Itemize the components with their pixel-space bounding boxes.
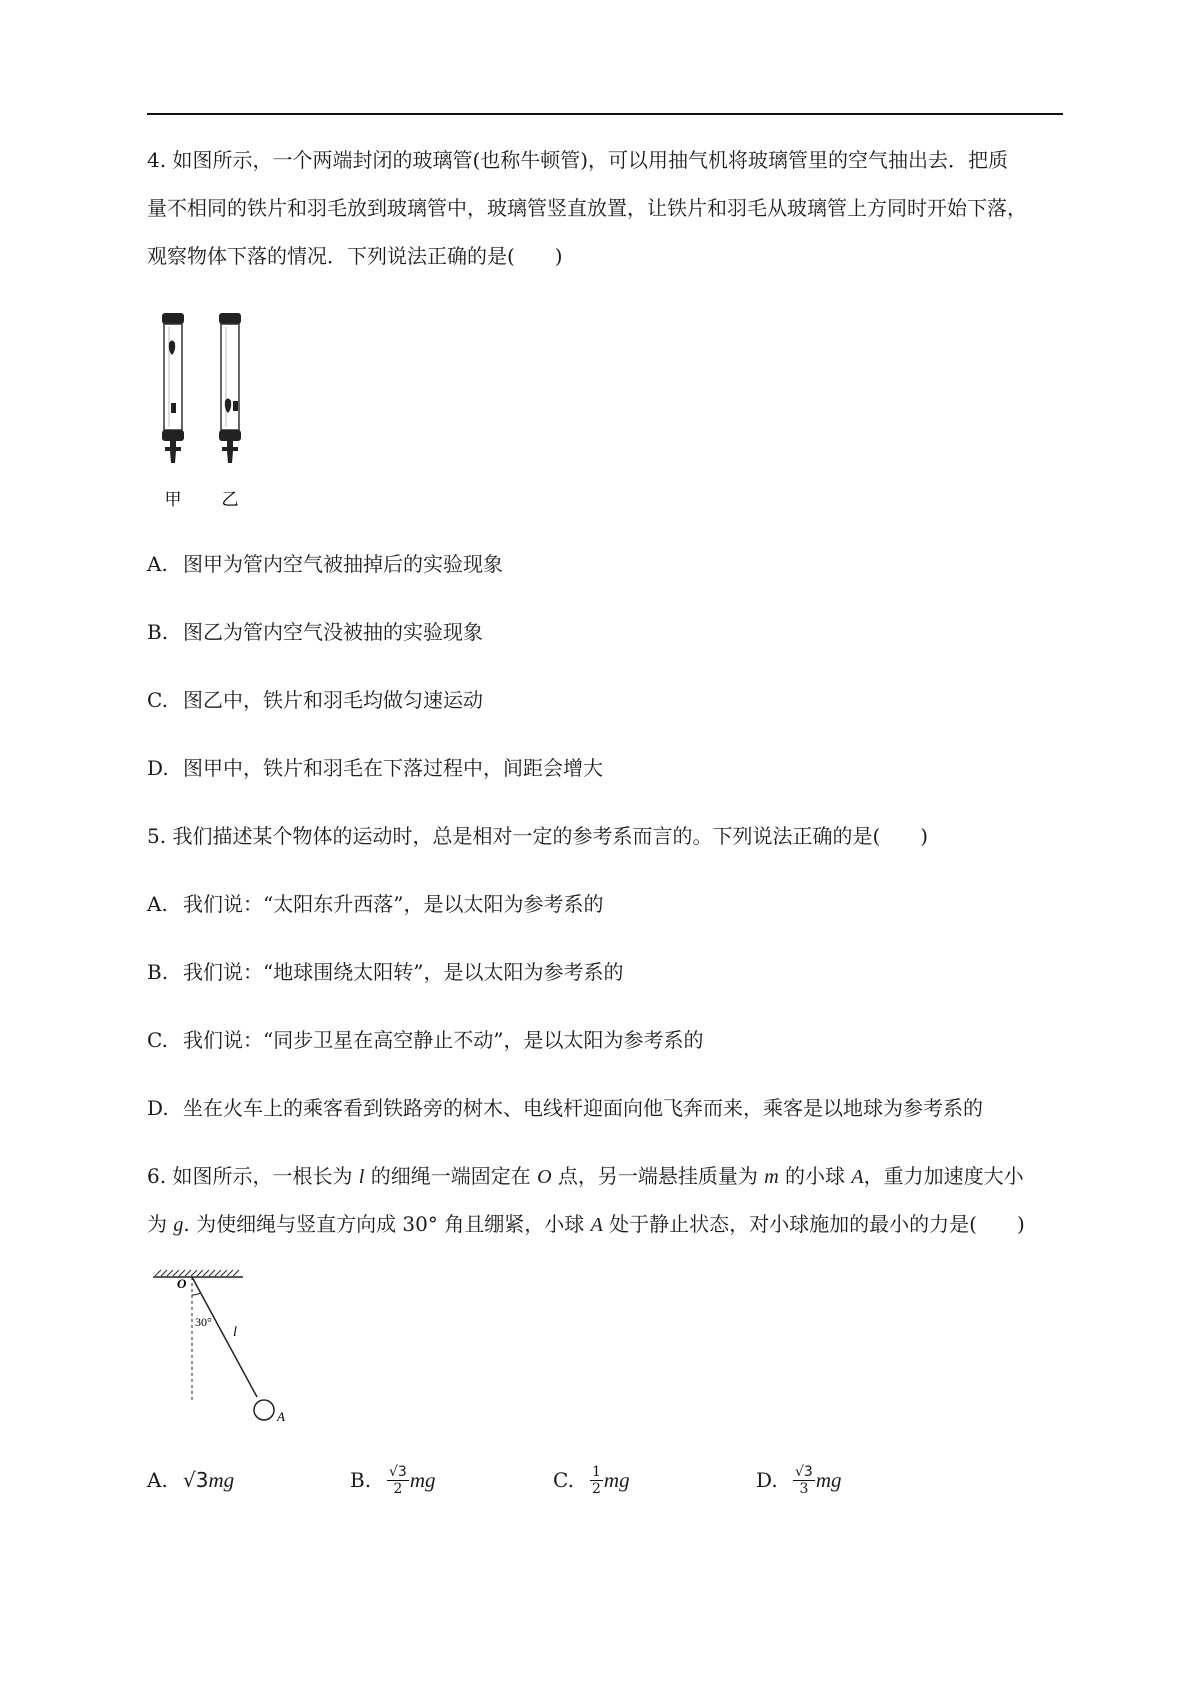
tube-right xyxy=(219,313,241,463)
pendulum-figure xyxy=(147,1268,307,1428)
fig-label-jia: 甲 xyxy=(164,490,182,509)
fraction: $\frac{1}{2}$ xyxy=(592,1463,601,1497)
fraction: $\frac{√3}{3}$ xyxy=(795,1463,813,1497)
q6-stem-line2: 为 g. 为使细绳与竖直方向成 30° 角且绷紧，小球 A 处于静止状态，对小球施加的最小的力是( ) xyxy=(147,1212,1025,1236)
q4-option-a: A. 图甲为管内空气被抽掉后的实验现象 xyxy=(147,552,503,576)
tube-left xyxy=(162,313,184,463)
fig-label-yi: 乙 xyxy=(221,490,239,509)
angle-arc xyxy=(192,1293,201,1295)
q5-stem: 5. 我们描述某个物体的运动时，总是相对一定的参考系而言的。下列说法正确的是( ) xyxy=(147,824,929,848)
ball-a xyxy=(254,1400,274,1420)
q6-options-row xyxy=(147,1450,1067,1510)
fraction: $\frac{√3}{2}$ xyxy=(389,1463,407,1497)
label-o: O xyxy=(177,1276,187,1291)
q5-option-d: D. 坐在火车上的乘客看到铁路旁的树木、电线杆迎面向他飞奔而来，乘客是以地球为参考系的 xyxy=(147,1096,983,1120)
label-l: l xyxy=(233,1325,237,1340)
iron-piece-right xyxy=(233,401,238,411)
q4-option-d: D. 图甲中，铁片和羽毛在下落过程中，间距会增大 xyxy=(147,756,603,780)
q6-option-a: A. √3 mg xyxy=(147,1467,235,1492)
q4-stem-line2: 量不相同的铁片和羽毛放到玻璃管中，玻璃管竖直放置，让铁片和羽毛从玻璃管上方同时开始下落， xyxy=(147,196,1027,220)
label-angle: 30° xyxy=(195,1315,212,1329)
q6-option-c: C. $\frac{1}{2}$ mg xyxy=(553,1463,630,1497)
q4-option-b: B. 图乙为管内空气没被抽的实验现象 xyxy=(147,620,483,644)
q6-option-b: B. $\frac{√3}{2}$ mg xyxy=(350,1463,436,1497)
newton-tube-figure xyxy=(147,305,267,520)
q5-option-b: B. 我们说：“地球围绕太阳转”，是以太阳为参考系的 xyxy=(147,960,624,984)
q6-option-d: D. $\frac{√3}{3}$ mg xyxy=(756,1463,842,1497)
q4-option-c: C. 图乙中，铁片和羽毛均做匀速运动 xyxy=(147,688,483,712)
q4-stem-line1: 4. 如图所示，一个两端封闭的玻璃管(也称牛顿管)，可以用抽气机将玻璃管里的空气抽出去．把质 xyxy=(147,148,1009,172)
q4-stem-line3: 观察物体下落的情况．下列说法正确的是( ) xyxy=(147,244,563,268)
ceiling-hatch xyxy=(155,1270,239,1276)
q6-stem-line1: 6. 如图所示，一根长为 l 的细绳一端固定在 O 点，另一端悬挂质量为 m 的小球 A，重力加速度大小 xyxy=(147,1164,1024,1188)
sqrt-3: √3 xyxy=(183,1468,209,1492)
q5-option-c: C. 我们说：“同步卫星在高空静止不动”，是以太阳为参考系的 xyxy=(147,1028,704,1052)
header-rule xyxy=(147,113,1063,115)
q5-option-a: A. 我们说：“太阳东升西落”，是以太阳为参考系的 xyxy=(147,892,604,916)
string-line xyxy=(192,1277,257,1397)
label-a: A xyxy=(277,1409,285,1424)
iron-piece-left xyxy=(171,403,176,413)
